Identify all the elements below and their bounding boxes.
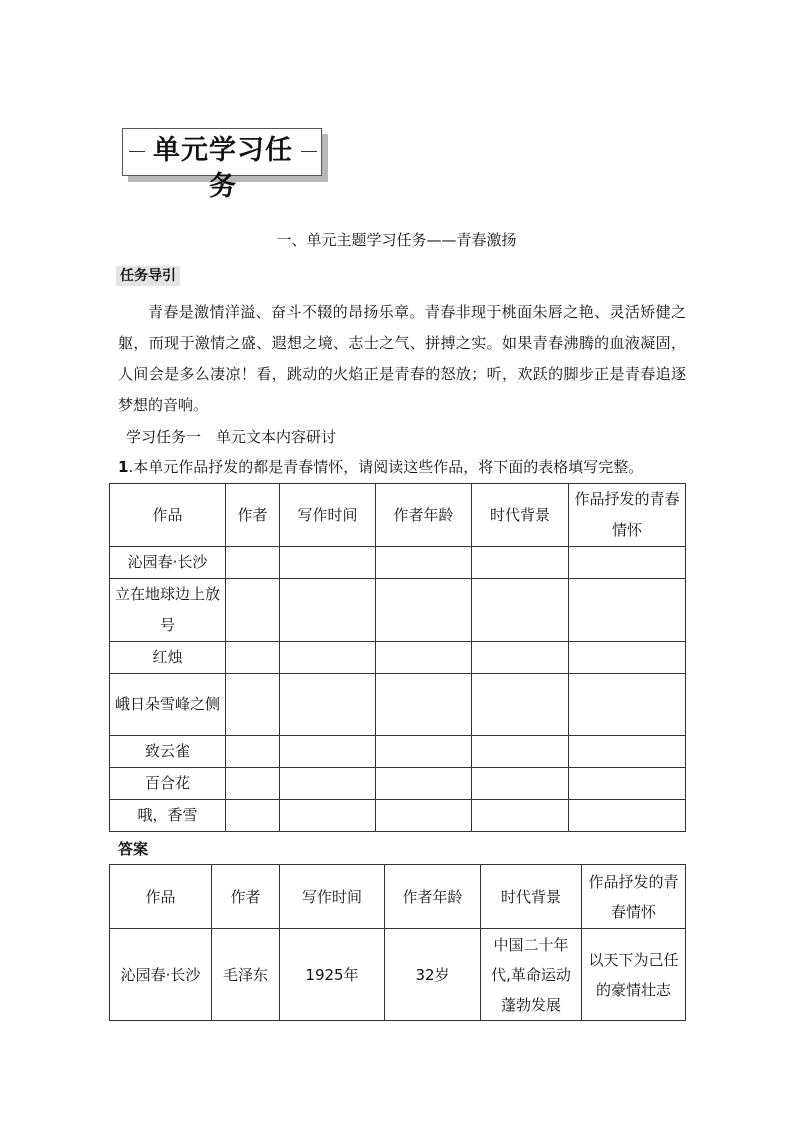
blank-cell[interactable] bbox=[569, 642, 686, 674]
blank-cell[interactable] bbox=[569, 800, 686, 832]
blank-cell[interactable] bbox=[472, 642, 569, 674]
intro-paragraph: 青春是激情洋溢、奋斗不辍的昂扬乐章。青春非现于桃面朱唇之艳、灵活矫健之躯，而现于激情之盛、遐想之境、志士之气、拼搏之实。如果青春沸腾的血液凝固，人间会是多么凄凉！看，跳动的火焰正是青春的怒放；听，欢跃的脚步正是青春追逐梦想的音响。 bbox=[118, 303, 686, 414]
blank-cell[interactable] bbox=[472, 768, 569, 800]
blank-cell[interactable] bbox=[226, 642, 280, 674]
work-title-cell: 沁园春·长沙 bbox=[110, 547, 226, 579]
blank-cell[interactable] bbox=[280, 736, 376, 768]
sentiment-cell: 以天下为己任的豪情壮志 bbox=[582, 929, 686, 1021]
works-table bbox=[109, 483, 686, 832]
table-header-row bbox=[110, 865, 686, 929]
blank-cell[interactable] bbox=[280, 674, 376, 736]
table-row bbox=[110, 800, 686, 832]
header-cell: 作品 bbox=[110, 865, 212, 929]
blank-cell[interactable] bbox=[472, 800, 569, 832]
task-one-heading: 学习任务一 单元文本内容研讨 bbox=[126, 428, 337, 446]
header-cell: 时代背景 bbox=[472, 484, 569, 547]
work-title-cell: 百合花 bbox=[110, 768, 226, 800]
header-cell: 写作时间 bbox=[280, 865, 385, 929]
table-row bbox=[110, 579, 686, 642]
blank-cell[interactable] bbox=[226, 674, 280, 736]
header-cell: 时代背景 bbox=[481, 865, 582, 929]
blank-cell[interactable] bbox=[226, 800, 280, 832]
blank-cell[interactable] bbox=[376, 674, 472, 736]
work-title-cell: 红烛 bbox=[110, 642, 226, 674]
blank-cell[interactable] bbox=[569, 768, 686, 800]
work-title-cell: 峨日朵雪峰之侧 bbox=[110, 674, 226, 736]
section-subtitle: 一、单元主题学习任务——青春激扬 bbox=[276, 231, 517, 249]
blank-cell[interactable] bbox=[376, 736, 472, 768]
blank-cell[interactable] bbox=[569, 579, 686, 642]
blank-cell[interactable] bbox=[280, 547, 376, 579]
header-cell: 作者 bbox=[226, 484, 280, 547]
table-row bbox=[110, 736, 686, 768]
blank-cell[interactable] bbox=[376, 547, 472, 579]
table-row bbox=[110, 642, 686, 674]
banner-rule-right bbox=[301, 151, 317, 152]
blank-cell[interactable] bbox=[569, 547, 686, 579]
table-row bbox=[110, 547, 686, 579]
background-cell: 中国二十年代,革命运动蓬勃发展 bbox=[481, 929, 582, 1021]
table-row bbox=[110, 768, 686, 800]
work-title-cell: 立在地球边上放号 bbox=[110, 579, 226, 642]
header-cell: 写作时间 bbox=[280, 484, 376, 547]
blank-cell[interactable] bbox=[226, 736, 280, 768]
header-cell: 作品抒发的青春情怀 bbox=[569, 484, 686, 547]
blank-cell[interactable] bbox=[226, 547, 280, 579]
banner-box bbox=[122, 128, 322, 202]
age-cell: 32岁 bbox=[385, 929, 481, 1021]
header-cell: 作品抒发的青春情怀 bbox=[582, 865, 686, 929]
author-cell: 毛泽东 bbox=[212, 929, 280, 1021]
blank-cell[interactable] bbox=[376, 768, 472, 800]
blank-cell[interactable] bbox=[569, 674, 686, 736]
blank-cell[interactable] bbox=[226, 579, 280, 642]
blank-cell[interactable] bbox=[569, 736, 686, 768]
header-cell: 作者 bbox=[212, 865, 280, 929]
blank-cell[interactable] bbox=[280, 800, 376, 832]
blank-cell[interactable] bbox=[226, 768, 280, 800]
guide-label: 任务导引 bbox=[116, 266, 180, 286]
table-row bbox=[110, 929, 686, 1021]
section-banner bbox=[122, 128, 322, 202]
blank-cell[interactable] bbox=[280, 642, 376, 674]
banner-rule-left bbox=[129, 151, 145, 152]
blank-cell[interactable] bbox=[280, 579, 376, 642]
blank-cell[interactable] bbox=[472, 579, 569, 642]
banner-title: 单元学习任务 bbox=[153, 135, 293, 202]
blank-cell[interactable] bbox=[376, 642, 472, 674]
work-title-cell: 致云雀 bbox=[110, 736, 226, 768]
time-cell: 1925年 bbox=[280, 929, 385, 1021]
blank-cell[interactable] bbox=[472, 674, 569, 736]
table-row bbox=[110, 674, 686, 736]
header-cell: 作品 bbox=[110, 484, 226, 547]
answer-label: 答案 bbox=[118, 840, 149, 858]
header-cell: 作者年龄 bbox=[385, 865, 481, 929]
instruction-line bbox=[118, 456, 643, 478]
blank-cell[interactable] bbox=[376, 800, 472, 832]
answer-table bbox=[109, 864, 686, 1021]
blank-cell[interactable] bbox=[472, 547, 569, 579]
header-cell: 作者年龄 bbox=[376, 484, 472, 547]
instruction-text: .本单元作品抒发的都是青春情怀，请阅读这些作品，将下面的表格填写完整。 bbox=[128, 458, 644, 476]
blank-cell[interactable] bbox=[280, 768, 376, 800]
instruction-number: 1 bbox=[118, 458, 129, 476]
work-title-cell: 哦，香雪 bbox=[110, 800, 226, 832]
work-title-cell: 沁园春·长沙 bbox=[110, 929, 212, 1021]
blank-cell[interactable] bbox=[376, 579, 472, 642]
table-header-row bbox=[110, 484, 686, 547]
blank-cell[interactable] bbox=[472, 736, 569, 768]
